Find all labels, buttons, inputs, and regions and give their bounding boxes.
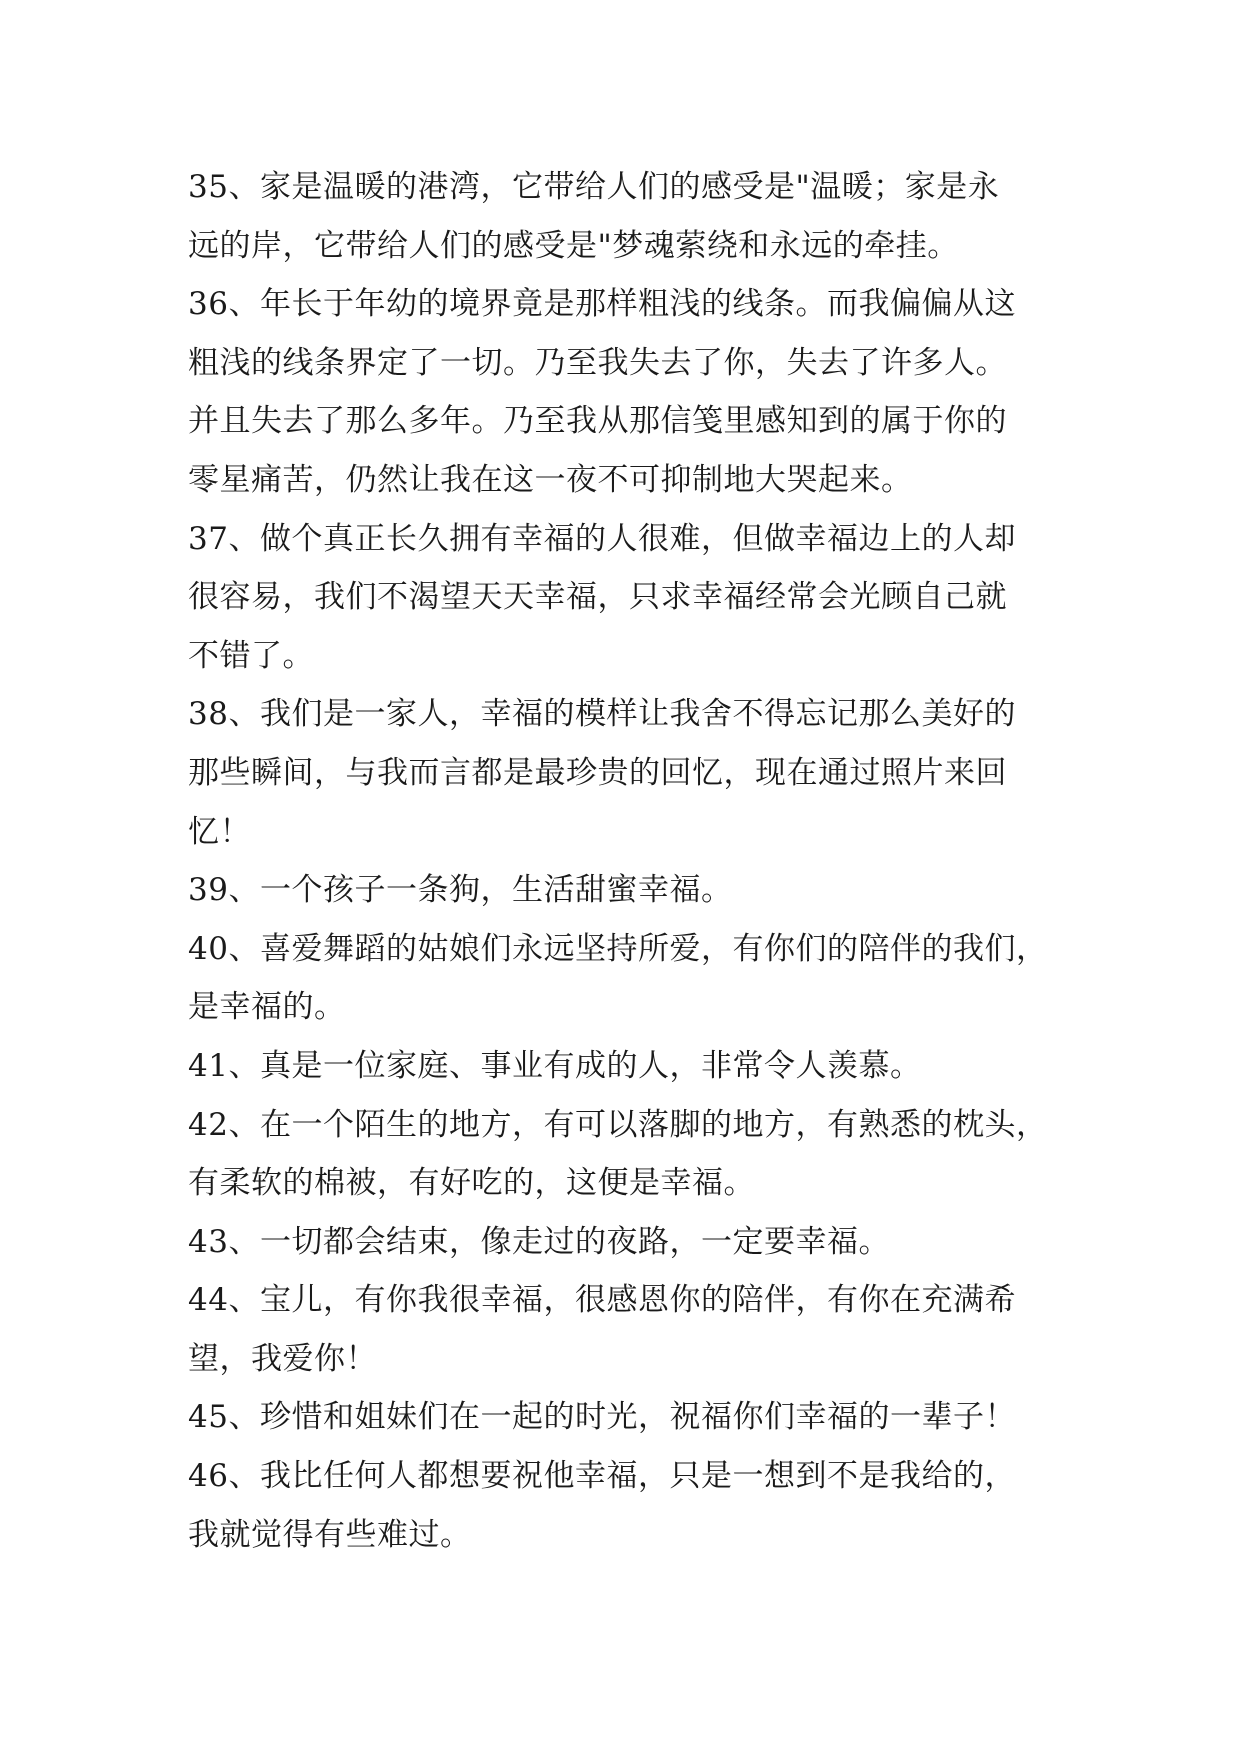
text-line: 不错了。 [188, 637, 314, 674]
text-line: 40、喜爱舞蹈的姑娘们永远坚持所爱，有你们的陪伴的我们， [188, 930, 1048, 967]
text-line: 36、年长于年幼的境界竟是那样粗浅的线条。而我偏偏从这 [188, 286, 1016, 323]
text-line: 37、做个真正长久拥有幸福的人很难，但做幸福边上的人却 [188, 520, 1016, 557]
text-line: 46、我比任何人都想要祝他幸福，只是一想到不是我给的， [188, 1458, 1016, 1495]
text-line: 忆！ [188, 813, 251, 850]
text-line: 38、我们是一家人，幸福的模样让我舍不得忘记那么美好的 [188, 696, 1016, 733]
text-line: 39、一个孩子一条狗，生活甜蜜幸福。 [188, 872, 733, 909]
text-line: 粗浅的线条界定了一切。乃至我失去了你，失去了许多人。 [188, 344, 1007, 381]
text-line: 是幸福的。 [188, 989, 346, 1026]
text-line: 并且失去了那么多年。乃至我从那信笺里感知到的属于你的 [188, 403, 1007, 440]
text-line: 望，我爱你！ [188, 1340, 377, 1377]
text-line: 远的岸，它带给人们的感受是"梦魂萦绕和永远的牵挂。 [188, 227, 959, 264]
text-line: 41、真是一位家庭、事业有成的人，非常令人羡慕。 [188, 1047, 922, 1084]
text-line: 我就觉得有些难过。 [188, 1516, 472, 1553]
text-line: 35、家是温暖的港湾，它带给人们的感受是"温暖；家是永 [188, 169, 1000, 205]
text-line: 有柔软的棉被，有好吃的，这便是幸福。 [188, 1165, 755, 1202]
text-line: 42、在一个陌生的地方，有可以落脚的地方，有熟悉的枕头， [188, 1106, 1048, 1143]
text-line: 零星痛苦，仍然让我在这一夜不可抑制地大哭起来。 [188, 461, 913, 498]
text-line: 那些瞬间，与我而言都是最珍贵的回忆，现在通过照片来回 [188, 754, 1007, 791]
text-line: 很容易，我们不渴望天天幸福，只求幸福经常会光顾自己就 [188, 579, 1007, 616]
document-body [188, 158, 1068, 1564]
text-line: 43、一切都会结束，像走过的夜路，一定要幸福。 [188, 1223, 890, 1260]
text-line: 44、宝儿，有你我很幸福，很感恩你的陪伴，有你在充满希 [188, 1282, 1016, 1319]
text-line: 45、珍惜和姐妹们在一起的时光，祝福你们幸福的一辈子！ [188, 1399, 1016, 1436]
